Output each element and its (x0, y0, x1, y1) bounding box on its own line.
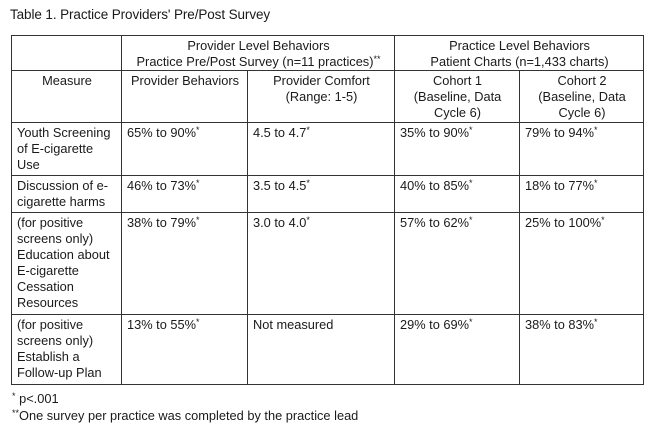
header-cohort2 (520, 71, 644, 123)
table-row (12, 176, 644, 213)
cohort1-cell: 57% to 62%* (395, 213, 520, 315)
significance-mark: * (306, 178, 310, 188)
significance-mark: * (306, 215, 310, 225)
measure-line: E-cigarette (17, 263, 79, 278)
measure-line: screens only) (17, 333, 94, 348)
header-measure: Measure (12, 71, 122, 123)
cohort2-cell: 38% to 83%* (520, 315, 644, 385)
header-line: Cohort 1 (432, 73, 483, 88)
cohort1-cell: 29% to 69%* (395, 315, 520, 385)
measure-line: Establish a (17, 349, 80, 364)
measure-line: Use (17, 157, 40, 172)
footnote-significance (12, 391, 59, 407)
header-blank-cell (12, 36, 122, 71)
header-provider-group (122, 36, 395, 71)
header-column-row (12, 71, 644, 123)
header-line: Cycle 6) (558, 105, 606, 120)
footnote-survey (12, 408, 358, 424)
measure-line: screens only) (17, 231, 94, 246)
header-line: Cycle 6) (434, 105, 481, 120)
practice-group-subtitle: Patient Charts (n=1,433 charts) (430, 54, 609, 69)
table-caption: Table 1. Practice Providers' Pre/Post Survey (10, 7, 271, 22)
measure-cell (12, 213, 122, 315)
significance-mark: * (196, 215, 200, 225)
significance-mark: * (594, 125, 598, 135)
provider-comfort-cell: 3.0 to 4.0* (248, 213, 395, 315)
provider-comfort-cell: 3.5 to 4.5* (248, 176, 395, 213)
measure-line: Follow-up Plan (17, 365, 102, 380)
header-provider-comfort (248, 71, 395, 123)
significance-mark: * (306, 125, 310, 135)
header-group-row (12, 36, 644, 71)
significance-mark: * (196, 317, 200, 327)
significance-mark: * (469, 178, 473, 188)
significance-mark: * (196, 178, 200, 188)
header-provider-behaviors: Provider Behaviors (122, 71, 248, 123)
measure-line: (for positive (17, 317, 84, 332)
significance-mark: * (469, 215, 473, 225)
provider-behaviors-cell: 65% to 90%* (122, 123, 248, 176)
provider-behaviors-cell: 13% to 55%* (122, 315, 248, 385)
measure-cell (12, 123, 122, 176)
provider-behaviors-cell: 46% to 73%* (122, 176, 248, 213)
provider-comfort-cell: 4.5 to 4.7* (248, 123, 395, 176)
significance-mark: * (196, 125, 200, 135)
significance-mark: * (594, 317, 598, 327)
double-asterisk-mark: ** (12, 408, 20, 418)
practice-group-title: Practice Level Behaviors (449, 38, 590, 53)
footnote-text: One survey per practice was completed by the practice lead (19, 408, 359, 423)
table-row (12, 315, 644, 385)
significance-mark: * (594, 178, 598, 188)
measure-line: Resources (17, 295, 79, 310)
header-line: (Baseline, Data (538, 89, 626, 104)
survey-table (11, 35, 644, 385)
cohort1-cell: 40% to 85%* (395, 176, 520, 213)
cohort2-cell: 18% to 77%* (520, 176, 644, 213)
cohort1-cell: 35% to 90%* (395, 123, 520, 176)
header-line: (Range: 1-5) (285, 89, 358, 104)
measure-cell (12, 315, 122, 385)
measure-line: Youth Screening (17, 125, 111, 140)
table-row (12, 213, 644, 315)
table-row (12, 123, 644, 176)
double-asterisk-mark: ** (373, 54, 381, 64)
measure-line: of E-cigarette (17, 141, 94, 156)
provider-group-subtitle: Practice Pre/Post Survey (n=11 practices)** (136, 54, 381, 69)
provider-group-title: Provider Level Behaviors (187, 38, 330, 53)
measure-line: Cessation (17, 279, 74, 294)
header-line: Cohort 2 (557, 73, 607, 88)
significance-mark: * (601, 215, 605, 225)
provider-comfort-cell: Not measured (248, 315, 395, 385)
measure-line: Discussion of e- (17, 178, 109, 193)
asterisk-mark: * (12, 391, 16, 401)
cohort2-cell: 25% to 100%* (520, 213, 644, 315)
header-practice-group (395, 36, 644, 71)
significance-mark: * (469, 317, 473, 327)
significance-mark: * (469, 125, 473, 135)
header-line: (Baseline, Data (413, 89, 502, 104)
measure-line: cigarette harms (17, 194, 106, 209)
cohort2-cell: 79% to 94%* (520, 123, 644, 176)
measure-line: (for positive (17, 215, 84, 230)
footnote-text: p<.001 (15, 391, 59, 406)
provider-behaviors-cell: 38% to 79%* (122, 213, 248, 315)
measure-cell (12, 176, 122, 213)
header-cohort1 (395, 71, 520, 123)
header-line: Provider Comfort (273, 73, 370, 88)
measure-line: Education about (17, 247, 110, 262)
